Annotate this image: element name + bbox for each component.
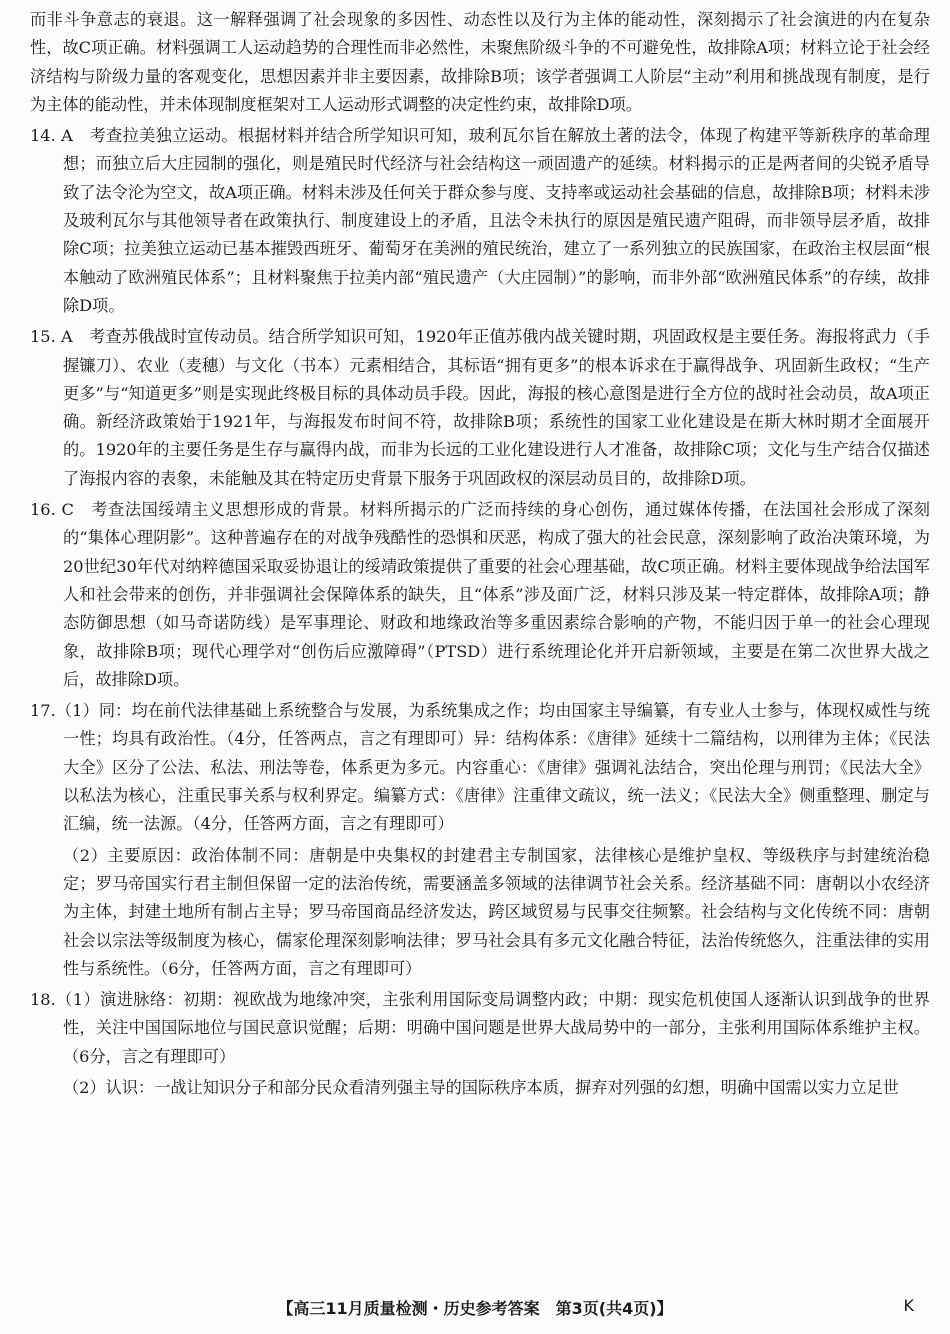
answer-17-part-1: 17.（1）同：均在前代法律基础上系统整合与发展，为系统集成之作；均由国家主导编纂，有专业人士参与，体现权威性与统一性；均具有政治性。（4分，任答两点，言之有理即可）异：结构体系：《唐律》延续十二篇结构，以刑律为主体；《民法大全》区分了公法、私法、刑法等卷，体系更为多元。内容重心：《唐律》强调礼法结合，突出伦理与刑罚；《民法大全》以私法为核心，注重民事关系与权利界定。编纂方式：《唐律》注重律文疏议，统一法义；《民法大全》侧重整理、删定与汇编，统一法源。（4分，任答两方面，言之有理即可） (30, 701, 930, 834)
answer-14: 14. A 考查拉美独立运动。根据材料并结合所学知识可知，玻利瓦尔旨在解放土著的法令，体现了构建平等新秩序的革命理想；而独立后大庄园制的强化，则是殖民时代经济与社会结构这一顽固遗产的延续。材料揭示的正是两者间的尖锐矛盾导致了法令沦为空文，故A项正确。材料未涉及任何关于群众参与度、支持率或运动社会基础的信息，故排除B项；材料未涉及玻利瓦尔与其他领导者在政策执行、制度建设上的矛盾，且法令未执行的原因是殖民遗产阻碍，而非领导层矛盾，故排除C项；拉美独立运动已基本摧毁西班牙、葡萄牙在美洲的殖民统治，建立了一系列独立的民族国家，在政治主权层面“根本触动了欧洲殖民体系”；且材料聚焦于拉美内部“殖民遗产（大庄园制）”的影响，而非外部“欧洲殖民体系”的存续，故排除D项。 (30, 126, 930, 315)
answer-16: 16. C 考查法国绥靖主义思想形成的背景。材料所揭示的广泛而持续的身心创伤，通过媒体传播，在法国社会形成了深刻的“集体心理阴影”。这种普遍存在的对战争残酷性的恐惧和厌恶，构成了强大的社会民意，深刻影响了政治决策环境，为20世纪30年代对纳粹德国采取妥协退让的绥靖政策提供了重要的社会心理基础，故C项正确。材料主要体现战争给法国军人和社会带来的创伤，并非强调社会保障体系的缺失，且“体系”涉及面广泛，材料只涉及某一特定群体，故排除A项；静态防御思想（如马奇诺防线）是军事理论、财政和地缘政治等多重因素综合影响的产物，不能归因于单一的社会心理现象，故排除B项；现代心理学对“创伤后应激障碍”（PTSD）进行系统理论化并开启新领域，主要是在第二次世界大战之后，故排除D项。 (30, 500, 930, 689)
answer-15: 15. A 考查苏俄战时宣传动员。结合所学知识可知，1920年正值苏俄内战关键时期，巩固政权是主要任务。海报将武力（手握镰刀）、农业（麦穗）与文化（书本）元素相结合，其标语“拥有更多”的根本诉求在于赢得战争、巩固新生政权；“生产更多”与“知道更多”则是实现此终极目标的具体动员手段。因此，海报的核心意图是进行全方位的战时社会动员，故A项正确。新经济政策始于1921年，与海报发布时间不符，故排除B项；系统性的国家工业化建设是在斯大林时期才全面展开的。1920年的主要任务是生存与赢得内战，而非为长远的工业化建设进行人才准备，故排除C项；文化与生产结合仅描述了海报内容的表象，未能触及其在特定历史背景下服务于巩固政权的深层动员目的，故排除D项。 (30, 327, 930, 488)
answer-17-part-2: （2）主要原因：政治体制不同：唐朝是中央集权的封建君主专制国家，法律核心是维护皇权、等级秩序与封建统治稳定；罗马帝国实行君主制但保留一定的法治传统，需要涵盖多领域的法律调节社会关系。经济基础不同：唐朝以小农经济为主体，封建土地所有制占主导；罗马帝国商品经济发达，跨区域贸易与民事交往频繁。社会结构与文化传统不同：唐朝社会以宗法等级制度为核心，儒家伦理深刻影响法律；罗马社会具有多元文化融合特征，法治传统悠久，注重法律的实用性与系统性。（6分，任答两方面，言之有理即可） (63, 845, 930, 978)
page-footer (0, 1296, 950, 1319)
answer-18-part-1: 18.（1）演进脉络：初期：视欧战为地缘冲突，主张利用国际变局调整内政；中期：现实危机使国人逐渐认识到战争的世界性，关注中国国际地位与国民意识觉醒；后期：明确中国问题是世界大战局势中的一部分，主张利用国际体系维护主权。（6分，言之有理即可） (30, 990, 930, 1066)
footer-title: 【高三11月质量检测・历史参考答案 第3页(共4页)】 (277, 1299, 673, 1318)
paragraph-13-continued: 而非斗争意志的衰退。这一解释强调了社会现象的多因性、动态性以及行为主体的能动性，深刻揭示了社会演进的内在复杂性，故C项正确。材料强调工人运动趋势的合理性而非必然性，未聚焦阶级斗争的不可避免性，故排除A项；材料立论于社会经济结构与阶级力量的客观变化，思想因素并非主要因素，故排除B项；该学者强调工人阶层“主动”利用和挑战现有制度，是行为主体的能动性，并未体现制度框架对工人运动形式调整的决定性约束，故排除D项。 (30, 10, 930, 114)
answer-18-part-2: （2）认识：一战让知识分子和部分民众看清列强主导的国际秩序本质，摒弃对列强的幻想，明确中国需以实力立足世 (63, 1077, 899, 1097)
paper-code: K (903, 1296, 914, 1315)
